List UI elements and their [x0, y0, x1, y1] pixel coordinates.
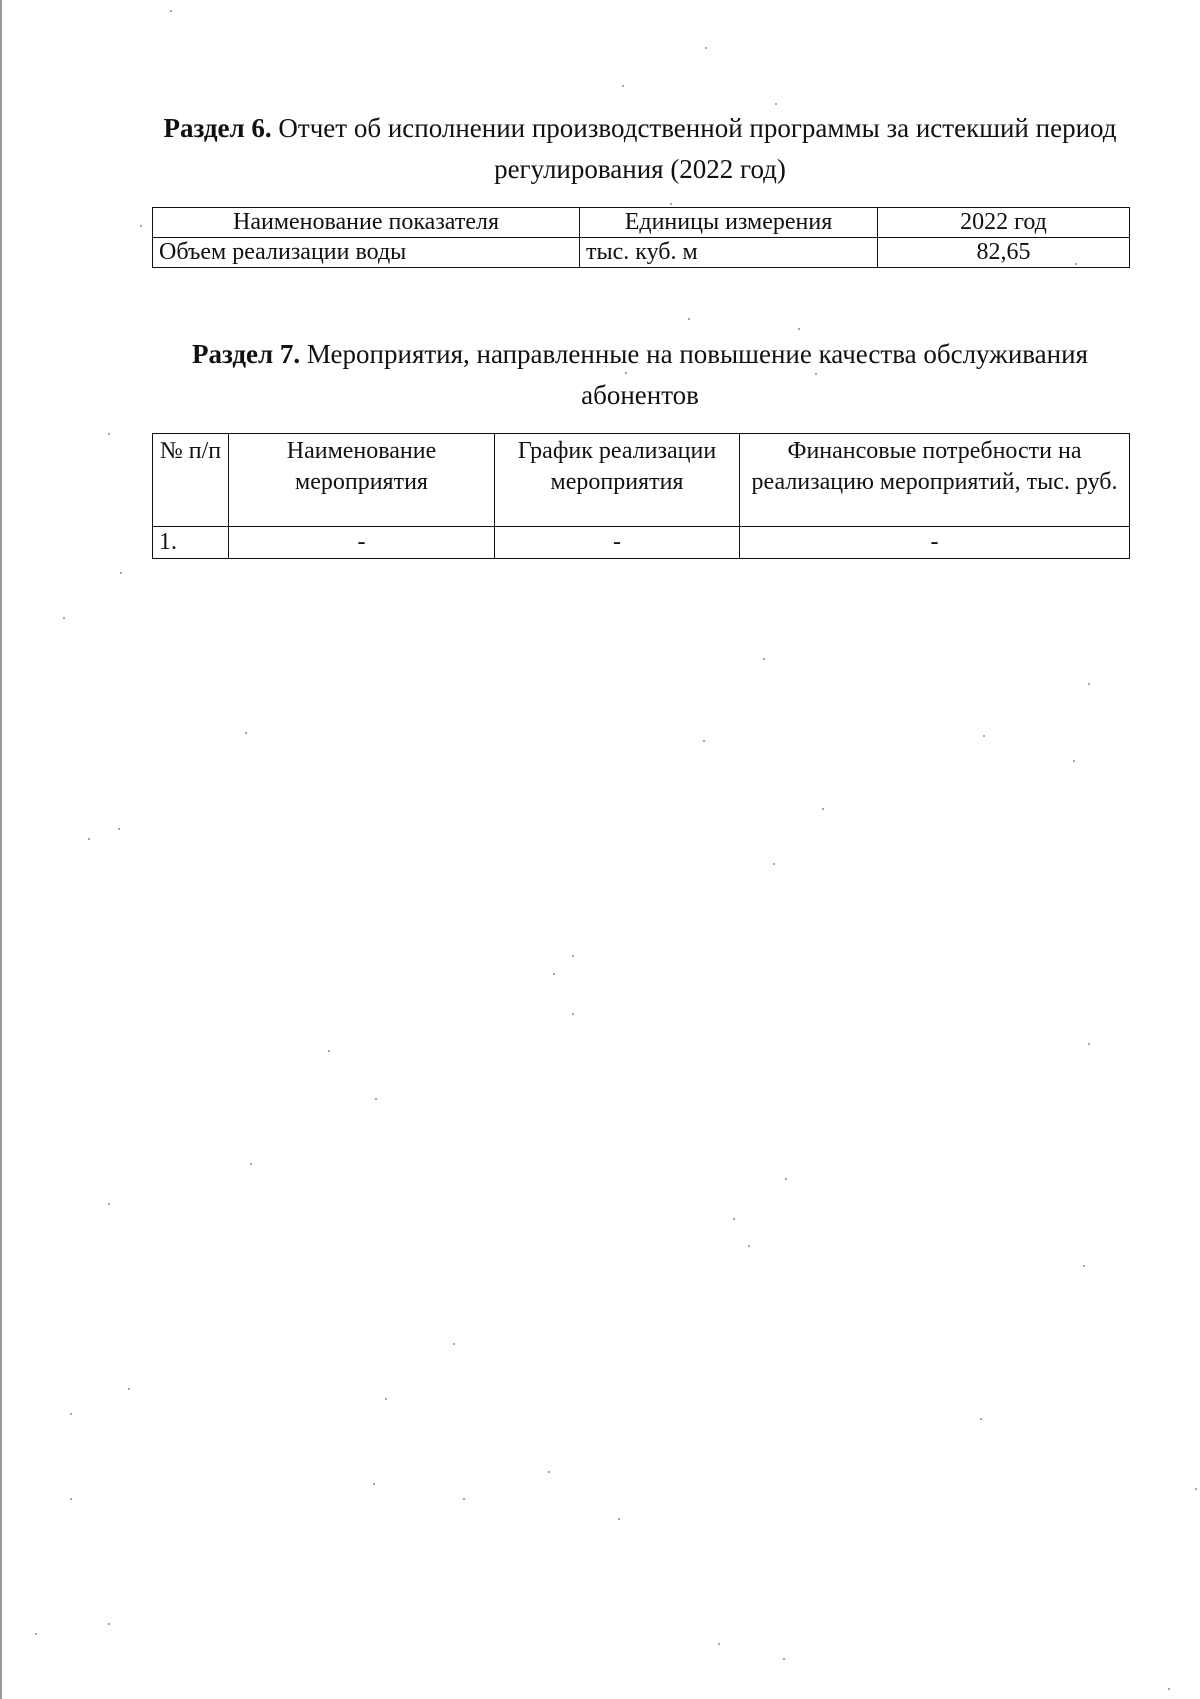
scan-speck: [548, 1471, 550, 1473]
scan-speck: [128, 1388, 130, 1390]
scan-speck: [140, 225, 142, 227]
column-header-schedule: График реализации мероприятия: [495, 434, 740, 527]
scan-speck: [250, 1163, 252, 1165]
scan-speck: [1088, 1043, 1090, 1045]
scan-speck: [120, 572, 122, 574]
scan-speck: [88, 838, 90, 840]
scan-speck: [785, 1178, 787, 1180]
scan-speck: [670, 203, 672, 205]
table-header-row: [153, 434, 1130, 527]
cell-schedule: -: [495, 527, 740, 559]
scan-speck: [1195, 1488, 1197, 1490]
scan-speck: [1083, 1265, 1085, 1267]
scan-speck: [385, 1398, 387, 1400]
scan-speck: [572, 955, 574, 957]
scan-speck: [622, 85, 624, 87]
section-6-heading: [150, 108, 1130, 190]
scan-speck: [572, 1013, 574, 1015]
scan-speck: [688, 318, 690, 320]
scan-speck: [70, 1498, 72, 1500]
section-7-heading: [150, 334, 1130, 416]
scan-speck: [773, 863, 775, 865]
service-quality-measures-table: [152, 433, 1130, 559]
scan-speck: [1075, 263, 1077, 265]
scan-speck: [245, 732, 247, 734]
cell-indicator-name: Объем реализации воды: [153, 238, 580, 268]
column-header-indicator: Наименование показателя: [153, 208, 580, 238]
scan-speck: [783, 1658, 785, 1660]
cell-unit: тыс. куб. м: [580, 238, 878, 268]
scan-speck: [35, 1633, 37, 1635]
scan-speck: [703, 740, 705, 742]
scan-speck: [553, 973, 555, 975]
scan-speck: [798, 328, 800, 330]
scan-speck: [70, 1413, 72, 1415]
column-header-measure-name: Наименование мероприятия: [229, 434, 495, 527]
scan-speck: [705, 47, 707, 49]
table-header-row: [153, 208, 1130, 238]
scan-speck: [748, 1245, 750, 1247]
scan-speck: [375, 1098, 377, 1100]
column-header-number: № п/п: [153, 434, 229, 527]
scan-speck: [453, 1343, 455, 1345]
scan-speck: [1168, 1688, 1170, 1690]
scan-speck: [63, 617, 65, 619]
page-edge-shadow: [0, 0, 2, 1699]
scan-speck: [822, 808, 824, 810]
section-6-heading-text: Отчет об исполнении производственной программы за истекший период регулирования (2022 год): [271, 113, 1117, 184]
section-6-heading-label: Раздел 6.: [163, 113, 272, 143]
scan-speck: [733, 1218, 735, 1220]
scan-speck: [373, 1483, 375, 1485]
cell-value: 82,65: [878, 238, 1130, 268]
cell-financial-needs: -: [740, 527, 1130, 559]
scan-speck: [1088, 683, 1090, 685]
section-7-heading-text: Мероприятия, направленные на повышение качества обслуживания абонентов: [300, 339, 1088, 410]
scan-speck: [815, 373, 817, 375]
scan-speck: [980, 1418, 982, 1420]
scan-speck: [118, 828, 120, 830]
cell-number: 1.: [153, 527, 229, 559]
column-header-year: 2022 год: [878, 208, 1130, 238]
scan-speck: [775, 103, 777, 105]
scan-speck: [625, 372, 627, 374]
table-row: [153, 238, 1130, 268]
scan-speck: [170, 10, 172, 12]
column-header-financial-needs: Финансовые потребности на реализацию мероприятий, тыс. руб.: [740, 434, 1130, 527]
scan-speck: [108, 1203, 110, 1205]
scan-speck: [328, 1050, 330, 1052]
scan-speck: [108, 1623, 110, 1625]
scan-speck: [763, 658, 765, 660]
scan-speck: [983, 735, 985, 737]
scan-speck: [463, 1498, 465, 1500]
scan-speck: [618, 1518, 620, 1520]
scan-speck: [1073, 760, 1075, 762]
column-header-unit: Единицы измерения: [580, 208, 878, 238]
section-7-heading-label: Раздел 7.: [192, 339, 301, 369]
scan-speck: [108, 433, 110, 435]
cell-measure-name: -: [229, 527, 495, 559]
scan-speck: [718, 1643, 720, 1645]
production-program-report-table: [152, 207, 1130, 268]
table-row: [153, 527, 1130, 559]
